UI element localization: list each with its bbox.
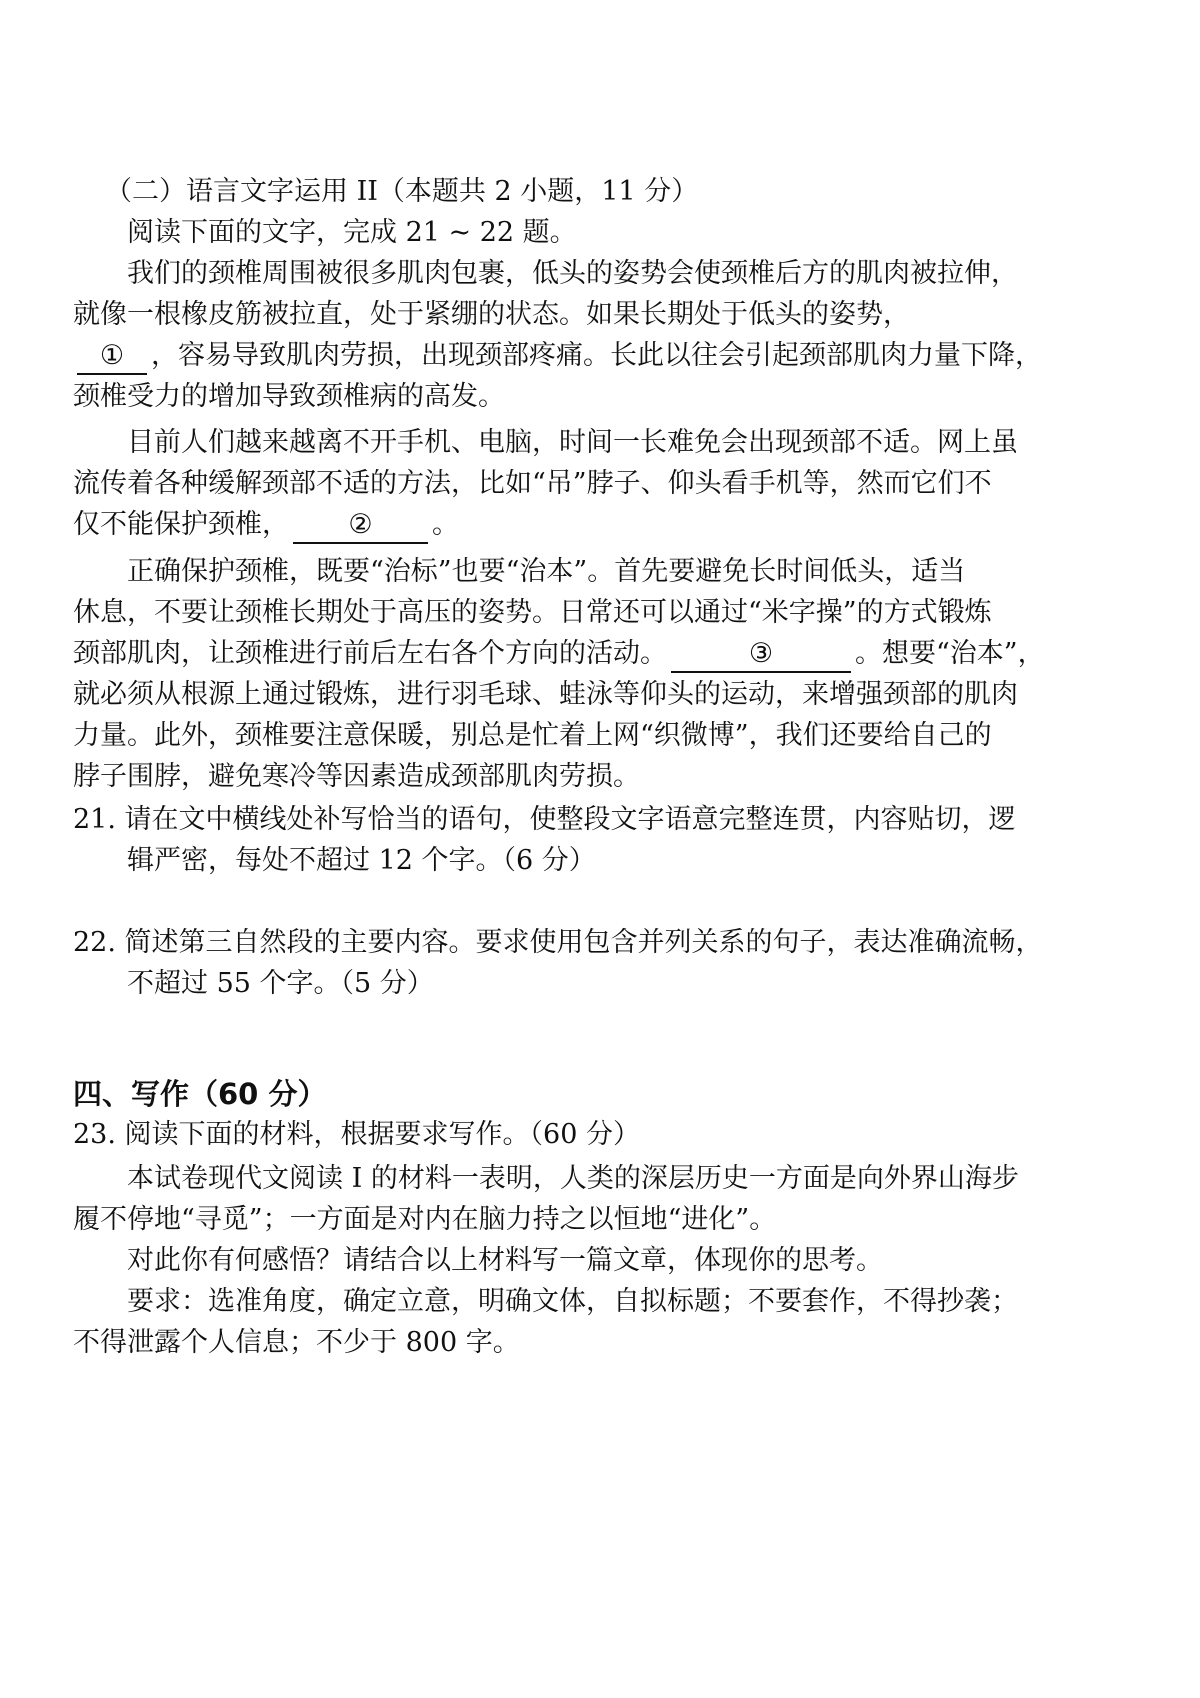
- passage-line: 目前人们越来越离不开手机、电脑，时间一长难免会出现颈部不适。网上虽: [127, 427, 1018, 458]
- blank-2: ②: [293, 508, 428, 544]
- section-4-title: 四、写作（60 分）: [73, 1077, 327, 1111]
- material-text: 本试卷现代文阅读 I 的材料一表明，人类的深层历史一方面是向外界山海步: [127, 1163, 1019, 1194]
- passage-text: 颈部肌肉，让颈椎进行前后左右各个方向的活动。: [73, 638, 667, 669]
- passage-line: 脖子围脖，避免寒冷等因素造成颈部肌肉劳损。: [73, 761, 640, 792]
- passage-line: 颈椎受力的增加导致颈椎病的高发。: [73, 381, 505, 412]
- passage-text: 。: [432, 509, 459, 540]
- section-2-instruction: 阅读下面的文字，完成 21 ~ 22 题。: [127, 217, 577, 248]
- requirements-text: 不得泄露个人信息；不少于 800 字。: [73, 1327, 520, 1358]
- passage-text: 。想要“治本”，: [855, 638, 1045, 669]
- passage-line: 正确保护颈椎，既要“治标”也要“治本”。首先要避免长时间低头，适当: [127, 556, 966, 587]
- passage-text: 仅不能保护颈椎，: [73, 509, 289, 540]
- passage-line: 我们的颈椎周围被很多肌肉包裹，低头的姿势会使颈椎后方的肌肉被拉伸，: [127, 258, 1018, 289]
- question-text: 23. 阅读下面的材料，根据要求写作。（60 分）: [73, 1119, 640, 1150]
- question-text: 22. 简述第三自然段的主要内容。要求使用包含并列关系的句子，表达准确流畅，: [73, 927, 1043, 958]
- blank-3: ③: [671, 637, 851, 673]
- blank-1: ①: [77, 339, 147, 375]
- passage-line: [73, 336, 1042, 376]
- section-2-title: （二）语言文字运用 II（本题共 2 小题，11 分）: [105, 176, 699, 207]
- question-text: 21. 请在文中横线处补写恰当的语句，使整段文字语意完整连贯，内容贴切，逻: [73, 804, 1016, 835]
- question-text: 辑严密，每处不超过 12 个字。（6 分）: [127, 845, 596, 876]
- passage-line: 力量。此外，颈椎要注意保暖，别总是忙着上网“织微博”，我们还要给自己的: [73, 720, 992, 751]
- question-text: 不超过 55 个字。（5 分）: [127, 968, 434, 999]
- passage-line: 就必须从根源上通过锻炼，进行羽毛球、蛙泳等仰头的运动，来增强颈部的肌肉: [73, 679, 1018, 710]
- passage-text: ，容易导致肌肉劳损，出现颈部疼痛。长此以往会引起颈部肌肉力量下降，: [151, 340, 1042, 371]
- passage-line: 休息，不要让颈椎长期处于高压的姿势。日常还可以通过“米字操”的方式锻炼: [73, 597, 992, 628]
- material-text: 履不停地“寻觅”；一方面是对内在脑力持之以恒地“进化”。: [73, 1204, 777, 1235]
- passage-line: 就像一根橡皮筋被拉直，处于紧绷的状态。如果长期处于低头的姿势，: [73, 299, 910, 330]
- prompt-text: 对此你有何感悟？请结合以上材料写一篇文章，体现你的思考。: [127, 1245, 883, 1276]
- requirements-text: 要求：选准角度，确定立意，明确文体，自拟标题；不要套作，不得抄袭；: [127, 1286, 1018, 1317]
- passage-line: 流传着各种缓解颈部不适的方法，比如“吊”脖子、仰头看手机等，然而它们不: [73, 468, 992, 499]
- passage-line: [73, 634, 1045, 674]
- passage-line: [73, 505, 459, 545]
